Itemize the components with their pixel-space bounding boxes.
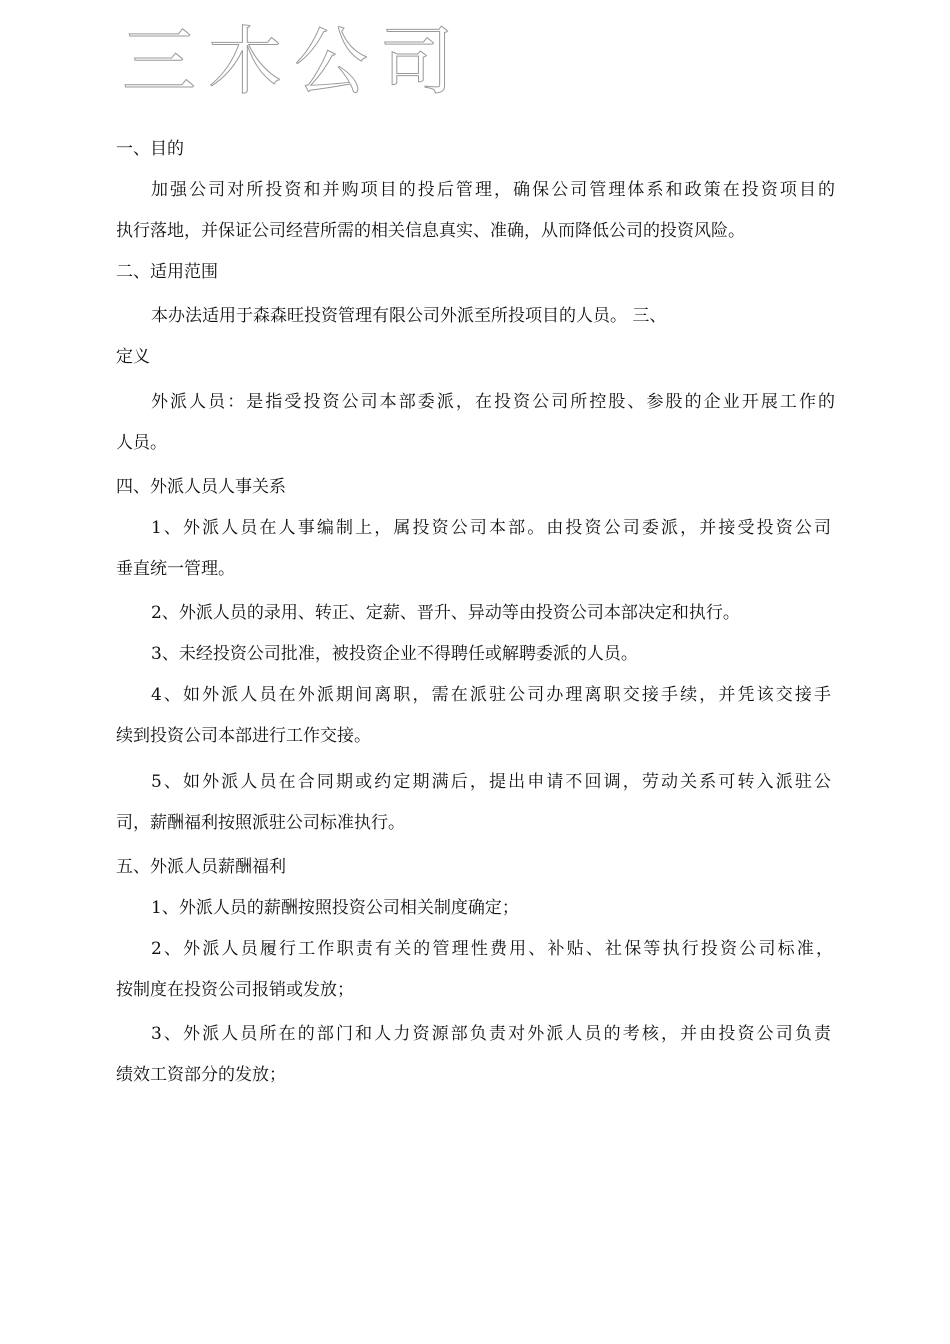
paragraph-line: 加强公司对所投资和并购项目的投后管理，确保公司管理体系和政策在投资项目的 <box>151 180 835 200</box>
list-item-line: 5、如外派人员在合同期或约定期满后，提出申请不回调，劳动关系可转入派驻公 <box>151 772 831 792</box>
paragraph-line: 人员。 <box>116 433 167 453</box>
list-item-line: 3、外派人员所在的部门和人力资源部负责对外派人员的考核，并由投资公司负责 <box>151 1024 831 1044</box>
list-item-line: 4、如外派人员在外派期间离职，需在派驻公司办理离职交接手续，并凭该交接手 <box>151 685 831 705</box>
paragraph-line: 执行落地，并保证公司经营所需的相关信息真实、准确，从而降低公司的投资风险。 <box>116 221 745 241</box>
section-heading-personnel-relations: 四、外派人员人事关系 <box>116 477 286 497</box>
list-item: 2、外派人员的录用、转正、定薪、晋升、异动等由投资公司本部决定和执行。 <box>151 603 740 623</box>
paragraph-line: 外派人员：是指受投资公司本部委派，在投资公司所控股、参股的企业开展工作的 <box>151 392 835 412</box>
list-item-line: 2、外派人员履行工作职责有关的管理性费用、补贴、社保等执行投资公司标准， <box>151 939 833 959</box>
list-item-line: 绩效工资部分的发放； <box>116 1065 286 1085</box>
list-item: 3、未经投资公司批准，被投资企业不得聘任或解聘委派的人员。 <box>151 644 638 664</box>
list-item-line: 按制度在投资公司报销或发放； <box>116 980 354 1000</box>
section-heading-compensation: 五、外派人员薪酬福利 <box>116 857 286 877</box>
list-item-line: 垂直统一管理。 <box>116 559 235 579</box>
section-heading-definition: 定义 <box>116 347 150 367</box>
list-item-line: 1、外派人员在人事编制上，属投资公司本部。由投资公司委派，并接受投资公司 <box>151 518 831 538</box>
list-item: 1、外派人员的薪酬按照投资公司相关制度确定； <box>151 898 519 918</box>
paragraph-line: 本办法适用于森森旺投资管理有限公司外派至所投项目的人员。 三、 <box>151 306 667 326</box>
list-item-line: 续到投资公司本部进行工作交接。 <box>116 726 371 746</box>
section-heading-purpose: 一、目的 <box>116 139 184 159</box>
list-item-line: 司，薪酬福利按照派驻公司标准执行。 <box>116 813 405 833</box>
company-watermark: 三木公司 <box>122 19 466 105</box>
section-heading-scope: 二、适用范围 <box>116 262 218 282</box>
